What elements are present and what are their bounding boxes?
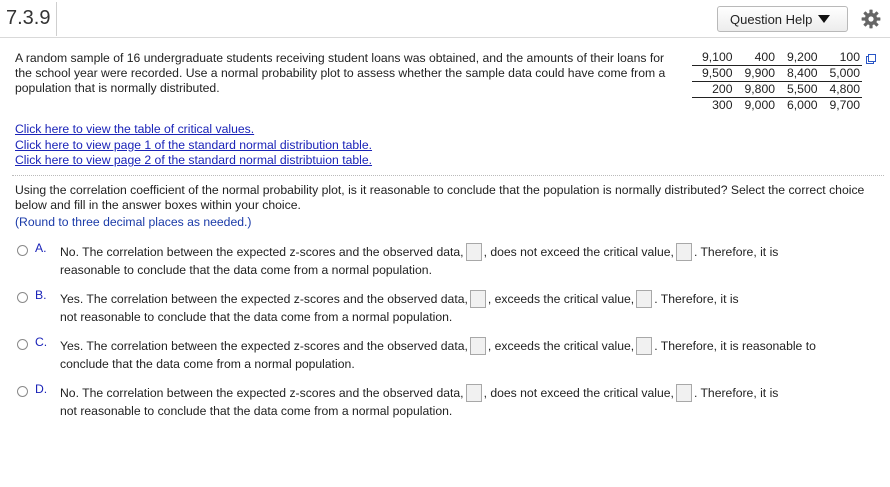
table-row: [692, 98, 862, 114]
problem-statement: [15, 51, 675, 96]
table-row: [692, 50, 862, 66]
section-divider: [12, 175, 884, 176]
link-critical-values[interactable]: Click here to view the table of critical values.: [15, 122, 255, 136]
loan-data-table: [692, 50, 862, 113]
link-normal-table-page-1[interactable]: Click here to view page 1 of the standard normal distribution table.: [15, 137, 373, 152]
header-divider: [56, 2, 57, 36]
choice-line-1: [60, 384, 778, 402]
question-number: 7.3.9: [6, 7, 51, 29]
table-row: [692, 82, 862, 98]
question-text: Using the correlation coefficient of the normal probability plot, is it reasonable to conclude that the population is normally distributed? Select the correct choice below and fill in the answer boxes within your choice.: [15, 183, 865, 212]
header-bar: [0, 0, 890, 38]
choice-line-1: [60, 243, 778, 261]
table-cell: 9,000: [744, 98, 775, 112]
table-cell: 8,400: [777, 66, 820, 82]
reference-links: [15, 122, 372, 169]
table-cell: 100: [820, 50, 863, 66]
table-cell: 4,800: [820, 82, 863, 98]
question-prompt: [15, 183, 875, 213]
radio-choice-a[interactable]: [17, 245, 28, 256]
table-cell: 9,100: [692, 50, 735, 66]
choice-text-part-1: Yes. The correlation between the expected z-scores and the observed data,: [60, 292, 468, 306]
rounding-note: (Round to three decimal places as needed.): [15, 215, 252, 229]
choice-letter: C.: [35, 335, 48, 349]
correlation-answer-box[interactable]: [470, 337, 486, 355]
correlation-answer-box[interactable]: [466, 243, 482, 261]
copy-data-icon[interactable]: [866, 54, 876, 64]
correlation-answer-box[interactable]: [470, 290, 486, 308]
choice-text-part-2: , does not exceed the critical value,: [483, 245, 674, 259]
choice-letter: B.: [35, 288, 47, 302]
choice-text-part-3: . Therefore, it is: [654, 292, 739, 306]
correlation-answer-box[interactable]: [466, 384, 482, 402]
table-cell: 300: [712, 98, 733, 112]
table-cell: 9,200: [777, 50, 820, 66]
critical-value-answer-box[interactable]: [676, 243, 692, 261]
choice-line-1: [60, 290, 739, 308]
choice-text-part-2: , does not exceed the critical value,: [483, 386, 674, 400]
table-row: [692, 66, 862, 82]
question-help-label: Question Help: [730, 11, 813, 27]
choice-text-part-2: , exceeds the critical value,: [487, 292, 635, 306]
chevron-down-icon: [818, 15, 830, 23]
choice-text-part-2: , exceeds the critical value,: [487, 339, 635, 353]
choice-letter: D.: [35, 382, 48, 396]
table-cell: 9,700: [829, 98, 860, 112]
choice-text-part-3: . Therefore, it is: [693, 245, 779, 259]
critical-value-answer-box[interactable]: [636, 290, 652, 308]
gear-icon[interactable]: [861, 9, 881, 29]
choice-line-1: [60, 337, 816, 355]
critical-value-answer-box[interactable]: [636, 337, 652, 355]
radio-choice-d[interactable]: [17, 386, 28, 397]
table-cell: 400: [735, 50, 778, 66]
choice-text-part-1: No. The correlation between the expected z-scores and the observed data,: [60, 386, 464, 400]
radio-choice-c[interactable]: [17, 339, 28, 350]
question-help-button[interactable]: [717, 6, 848, 32]
choice-text-part-3: . Therefore, it is: [693, 386, 779, 400]
radio-choice-b[interactable]: [17, 292, 28, 303]
table-cell: 5,500: [777, 82, 820, 98]
table-cell: 5,000: [820, 66, 863, 82]
table-cell: 9,900: [735, 66, 778, 82]
link-normal-table-page-2[interactable]: Click here to view page 2 of the standard normal distribtuion table.: [15, 153, 373, 167]
header-divider-line: [0, 37, 890, 38]
choice-line-2: reasonable to conclude that the data come from a normal population.: [60, 263, 432, 277]
choice-line-2: not reasonable to conclude that the data come from a normal population.: [60, 310, 453, 324]
choice-text-part-1: Yes. The correlation between the expected z-scores and the observed data,: [60, 339, 468, 353]
choice-text-part-3: . Therefore, it is reasonable to: [654, 339, 816, 353]
choice-text-part-1: No. The correlation between the expected z-scores and the observed data,: [60, 245, 464, 259]
table-cell: 9,500: [692, 66, 735, 82]
choice-line-2: conclude that the data come from a normal population.: [60, 357, 355, 371]
choice-line-2: not reasonable to conclude that the data come from a normal population.: [60, 404, 453, 418]
problem-text: A random sample of 16 undergraduate students receiving student loans was obtained, and the amounts of their loans for the school year were recorded. Use a normal probability plot to assess whether the sample data could have come from a population that is normally distributed.: [15, 51, 666, 95]
table-cell: 200: [692, 82, 735, 98]
table-cell: 6,000: [787, 98, 818, 112]
critical-value-answer-box[interactable]: [676, 384, 692, 402]
choice-letter: A.: [35, 241, 47, 255]
table-cell: 9,800: [735, 82, 778, 98]
